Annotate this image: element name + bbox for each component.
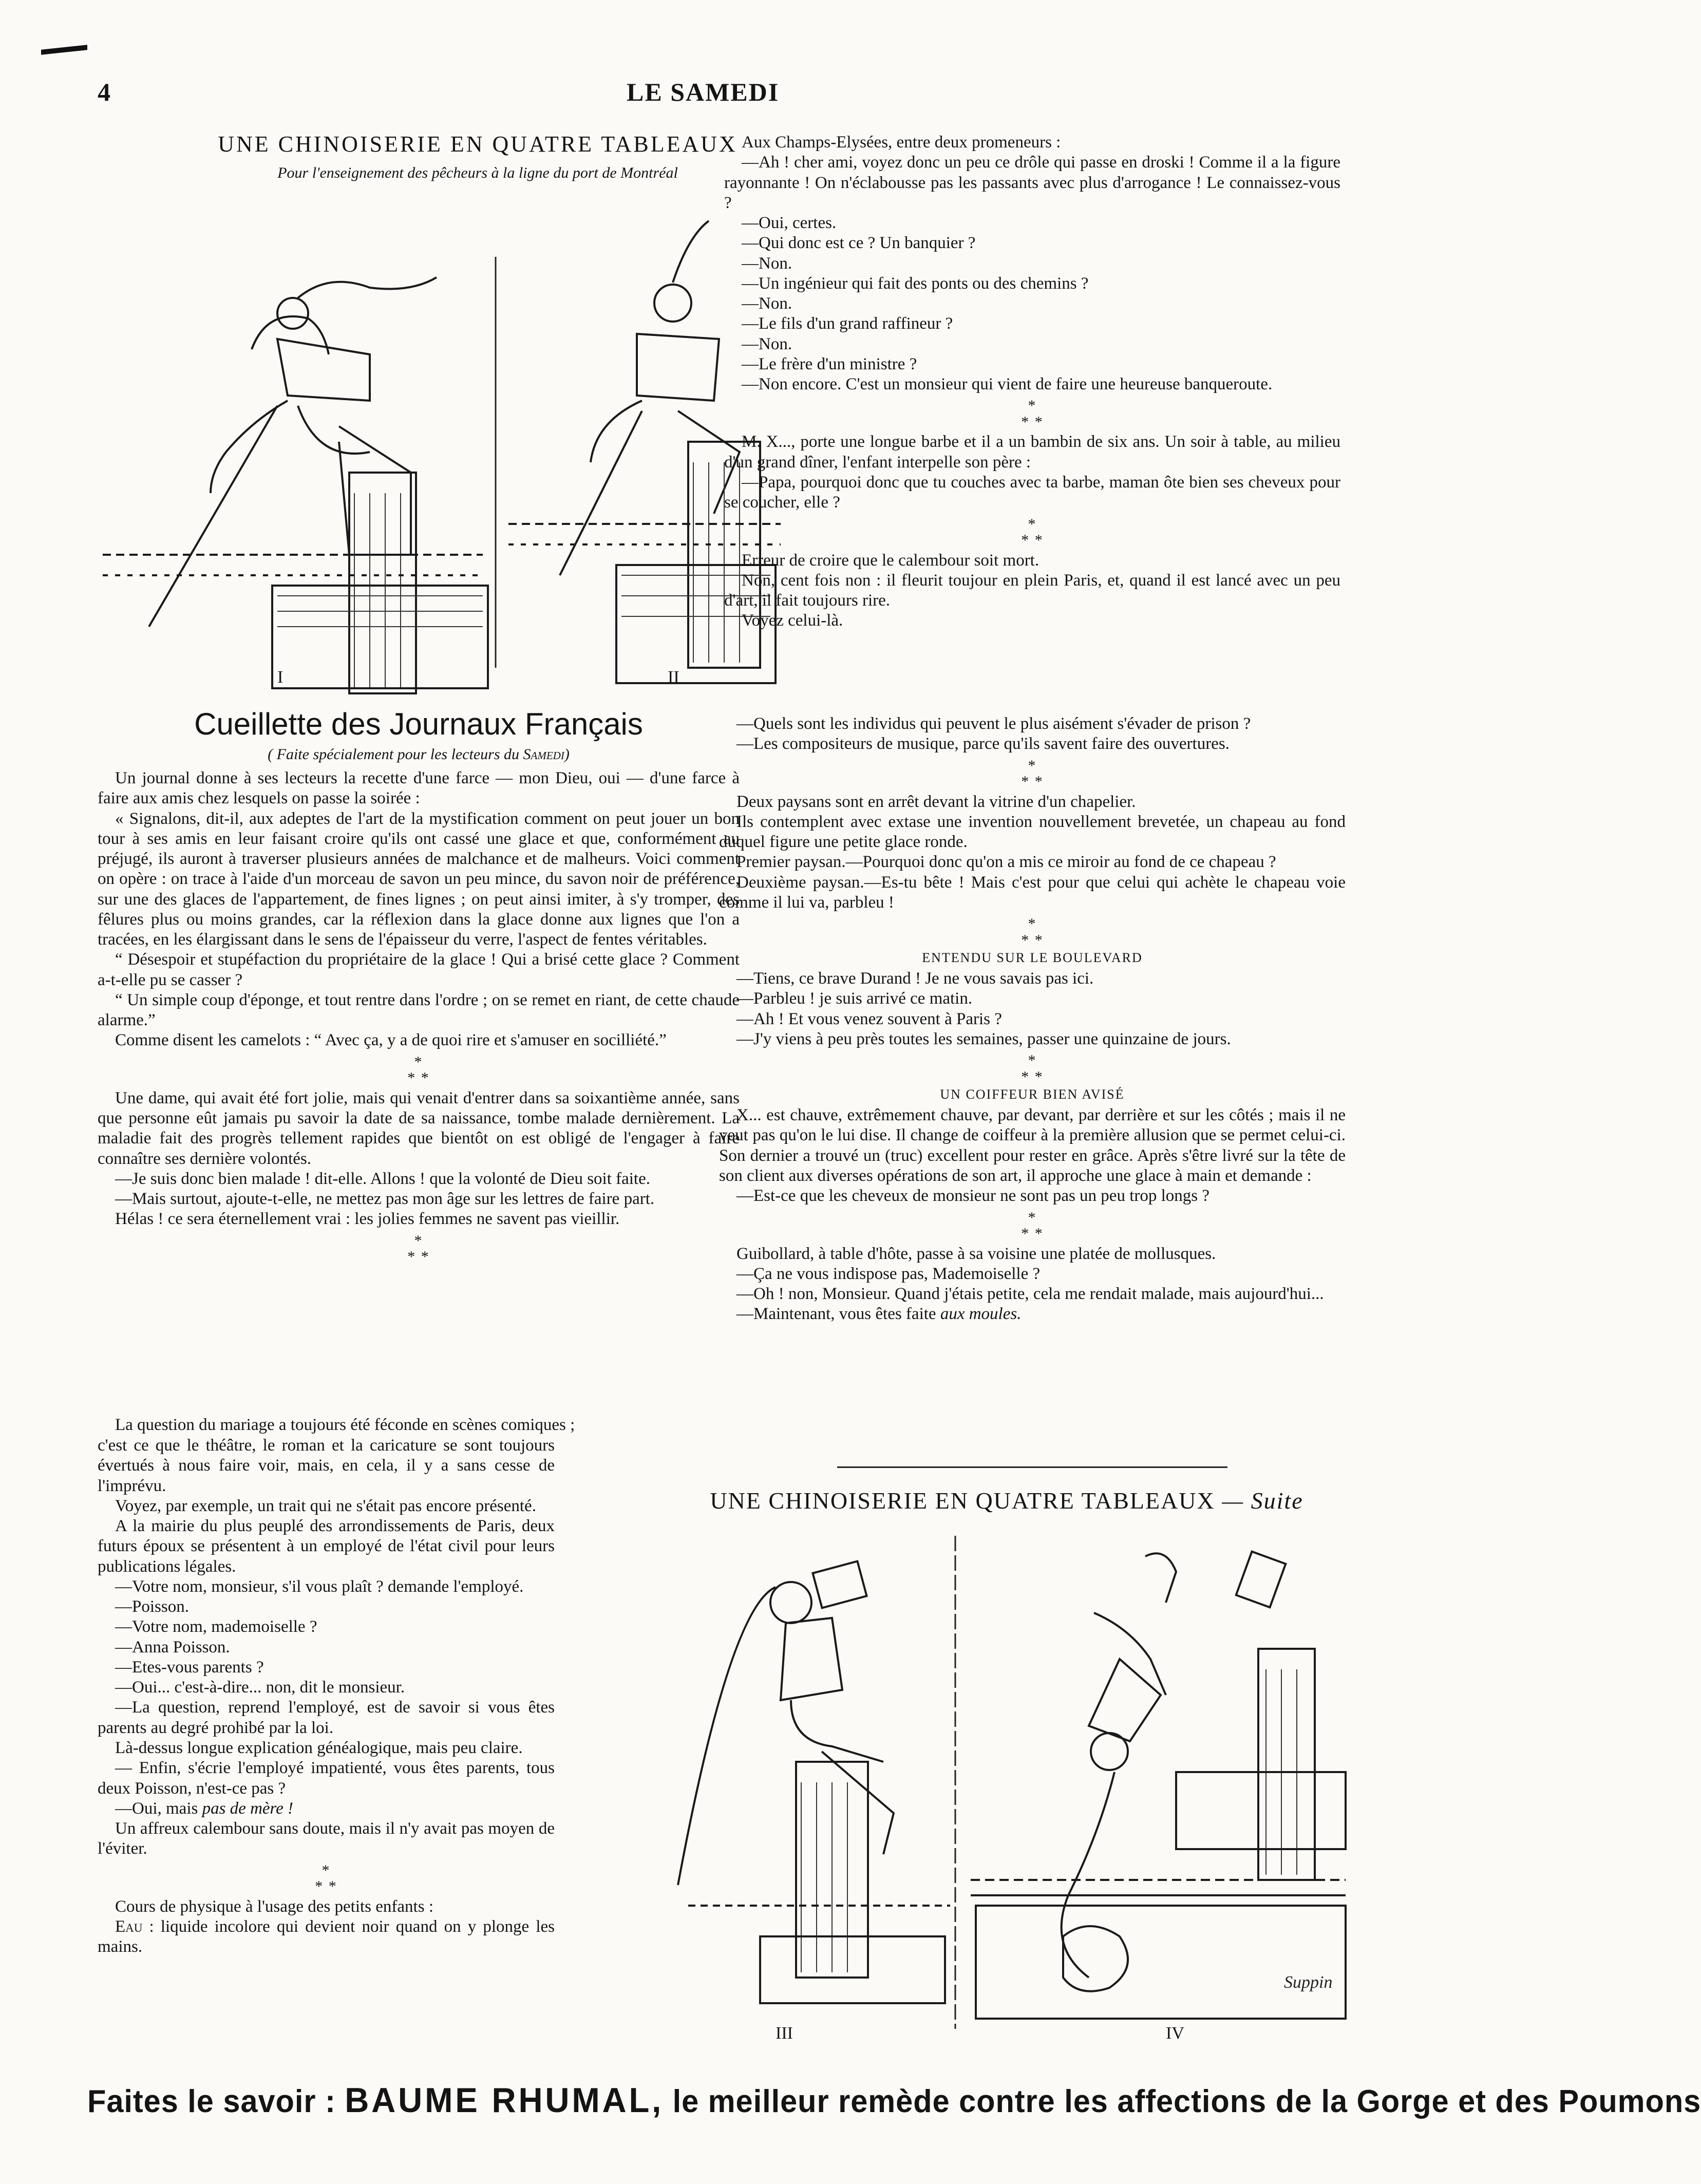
paragraph: —J'y viens à peu près toutes les semaines, passer une quinzaine de jours. [736,1029,1231,1048]
paragraph: —Les compositeurs de musique, parce qu'ils savent faire des ouvertures. [736,735,1230,754]
panel-four-figure [971,1552,1346,2019]
paragraph: —Non. [742,294,792,313]
paragraph: c'est ce que le théâtre, le roman et la caricature se sont toujours évertués à nous faire voir, mais, en cela, il y a sans cesse de l'imprévu. [98,1436,555,1495]
artist-signature: Suppin [1284,1973,1333,1992]
dame-article [98,1088,740,1230]
paragraph: Eau : liquide incolore qui devient noir quand on y plonge les mains. [98,1917,555,1956]
paragraph: Un journal donne à ses lecteurs la recette d'une farce — mon Dieu, oui — d'une farce à faire aux amis chez lesquels on passe la soirée : [98,769,740,808]
paragraph: Là-dessus longue explication généalogique, mais peu claire. [115,1738,523,1757]
illustration-subtitle: Pour l'enseignement des pêcheurs à la ligne du port de Montréal [277,164,678,181]
paragraph: —Non. [742,334,792,353]
paragraph: —Ah ! Et vous venez souvent à Paris ? [736,1009,1002,1028]
paragraph: —Non encore. C'est un monsieur qui vient de faire une heureuse banqueroute. [742,375,1273,394]
mariage-wide-line [98,1415,760,1435]
divider-rule [837,1466,1227,1468]
paragraph: “ Désespoir et stupéfaction du propriétaire de la glace ! Qui a brisé cette glace ? Comment a-t-elle pu se casser ? [98,950,740,989]
panel-label-4: IV [1166,2024,1184,2043]
footer-tail: le meilleur remède contre les affections de la Gorge et des Poumons [664,2084,1701,2119]
paragraph: —Un ingénieur qui fait des ponts ou des chemins ? [742,274,1089,293]
paragraph: —Ça ne vous indispose pas, Mademoiselle ? [736,1264,1041,1283]
paragraph: Une dame, qui avait été fort jolie, mais qui venait d'entrer dans sa soixantième année, sans que personne eût jamais pu savoir la date de sa naissance, tombe malade dernièrement. La maladie fait des progrès tellement rapides que bientôt on est obligé de l'engager à faire connaître ses dernière volontés. [98,1088,740,1168]
right-column-wide [719,714,1346,1325]
paragraph: —Oui, mais pas de mère ! [115,1799,294,1818]
paragraph: Guibollard, à table d'hôte, passe à sa voisine une platée de mollusques. [736,1244,1216,1263]
subhead-boulevard: ENTENDU SUR LE BOULEVARD [922,950,1143,966]
paragraph: — Enfin, s'écrie l'employé impatienté, vous êtes parents, tous deux Poisson, n'est-ce pas ? [98,1759,555,1798]
paragraph: —Votre nom, monsieur, s'il vous plaît ? demande l'employé. [115,1577,524,1596]
asterism: * * * [1021,515,1044,549]
paragraph: Premier paysan.—Pourquoi donc qu'on a mis ce miroir au fond de ce chapeau ? [736,853,1276,872]
paragraph: —Je suis donc bien malade ! dit-elle. Allons ! que la volonté de Dieu soit faite. [115,1169,650,1188]
paragraph: —Quels sont les individus qui peuvent le plus aisément s'évader de prison ? [736,714,1251,733]
panel-three-figure [678,1561,950,2003]
paragraph: La question du mariage a toujours été féconde en scènes comiques ; [115,1416,575,1434]
paragraph: A la mairie du plus peuplé des arrondissements de Paris, deux futurs époux se présentent à un employé de l'état civil pour leurs publications légales. [98,1517,555,1576]
paragraph: —Est-ce que les cheveux de monsieur ne sont pas un peu trop longs ? [736,1187,1210,1206]
paragraph: —Oui, certes. [742,214,837,233]
asterism: * * * [1021,1209,1044,1242]
paragraph: Non, cent fois non : il fleurit toujour en plein Paris, et, quand il est lancé avec un peu d'art, il fait toujours rire. [724,571,1340,610]
section-note: ( Faite spécialement pour les lecteurs du Samedi) [268,746,570,763]
paragraph: —Ah ! cher ami, voyez donc un peu ce drôle qui passe en droski ! Comme il a la figure rayonnante ! On n'éclabousse pas les passants avec plus d'arrogance ! Le connaissez-vous ? [724,153,1340,212]
paragraph: —Le frère d'un ministre ? [742,354,917,373]
panel-label-2: II [668,668,679,687]
paragraph: Erreur de croire que le calembour soit mort. [742,551,1040,570]
asterism: * * * [1021,915,1044,949]
paragraph: —Tiens, ce brave Durand ! Je ne vous savais pas ici. [736,969,1094,988]
paragraph: Cours de physique à l'usage des petits enfants : [115,1897,433,1916]
paragraph: —Etes-vous parents ? [115,1658,264,1677]
paragraph: Ils contemplent avec extase une invention nouvellement brevetée, un chapeau au fond duquel figure une petite glace ronde. [719,812,1346,852]
footer-advertisement [87,2080,1701,2120]
asterism: * * * [1021,757,1044,790]
journal-title: LE SAMEDI [627,78,780,106]
left-column-narrow [98,1436,555,1957]
panel-label-3: III [776,2024,793,2043]
paragraph: —Anna Poisson. [115,1637,230,1656]
paragraph: —Maintenant, vous êtes faite aux moules. [736,1305,1022,1324]
paragraph: —Le fils d'un grand raffineur ? [742,314,953,333]
asterism: * * * [315,1861,337,1895]
paragraph: X... est chauve, extrêmement chauve, par devant, par derrière et sur les côtés ; mais il ne veut pas qu'on le lui dise. Il change de coiffeur à la première allusion que se permet celui-ci. Son dernier a trouvé un (truc) excellent pour rester en grâce. Après s'être livré sur la tête de son client aux diverses opérations de son art, il approche une glace à main et demande : [719,1106,1346,1185]
paragraph: Voyez celui-là. [742,611,843,630]
illustration-title: UNE CHINOISERIE EN QUATRE TABLEAUX [218,131,738,157]
paragraph: —Poisson. [115,1597,189,1616]
paragraph: —Qui donc est ce ? Un banquier ? [742,234,976,253]
illustration-bottom-drawing [575,1526,1351,2049]
paragraph: Comme disent les camelots : “ Avec ça, y a de quoi rire et s'amuser en socilliété.” [115,1031,667,1050]
illustration-bottom-title: UNE CHINOISERIE EN QUATRE TABLEAUX — Suite [710,1488,1303,1514]
paragraph: —Mais surtout, ajoute-t-elle, ne mettez pas mon âge sur les lettres de faire part. [115,1190,655,1209]
right-column [724,133,1340,631]
subhead-coiffeur: UN COIFFEUR BIEN AVISÉ [940,1087,1125,1102]
left-column [98,706,740,1267]
asterism: * * * [1021,397,1044,430]
farce-article [98,768,740,1051]
illustration-top-header [175,131,781,182]
panel-label-1: I [277,668,284,687]
paragraph: “ Un simple coup d'éponge, et tout rentre dans l'ordre ; on se remet en riant, de cette chaude alarme.” [98,990,740,1030]
paragraph: —Non. [742,254,792,273]
asterism: * * * [407,1053,430,1087]
footer-brand: BAUME RHUMAL, [345,2081,664,2120]
paragraph: Voyez, par exemple, un trait qui ne s'était pas encore présenté. [115,1496,536,1515]
paragraph: Hélas ! ce sera éternellement vrai : les jolies femmes ne savent pas vieillir. [115,1210,620,1229]
page-number: 4 [98,78,110,106]
paragraph: —Oui... c'est-à-dire... non, dit le monsieur. [115,1678,405,1697]
paragraph: Deuxième paysan.—Es-tu bête ! Mais c'est pour que celui qui achète le chapeau voie comme il lui va, parbleu ! [719,873,1346,912]
paragraph: M. X..., porte une longue barbe et il a un bambin de six ans. Un soir à table, au milieu d'un grand dîner, l'enfant interpelle son père : [724,432,1340,472]
section-title: Cueillette des Journaux Français [194,707,643,741]
paragraph: Un affreux calembour sans doute, mais il n'y avait pas moyen de l'éviter. [98,1819,555,1858]
paragraph: Deux paysans sont en arrêt devant la vitrine d'un chapelier. [736,792,1136,811]
paragraph: —Oh ! non, Monsieur. Quand j'étais petite, cela me rendait malade, mais aujourd'hui... [736,1285,1324,1304]
paragraph: —La question, reprend l'employé, est de savoir si vous êtes parents au degré prohibé par la loi. [98,1698,555,1737]
paragraph: « Signalons, dit-il, aux adeptes de l'art de la mystification comment on peut jouer un bon tour à ses amis en leur faisant croire qu'ils ont cassé une glace et que, conformément au préjugé, ils auront à traverser plusieurs années de malchance et de malheurs. Voici comment on opère : on trace à l'aide d'un morceau de savon un peu mince, du savon noir de préférence, sur une des glaces de l'appartement, de fines lignes ; on peut ainsi imiter, à s'y tromper, des fêlures plus ou moins grandes, car la réflexion dans la glace donne aux lignes que l'on a tracées, en les élargissant dans le sens de l'épaisseur du verre, l'aspect de fentes véritables. [98,809,740,949]
panel-one-figure [103,277,488,693]
asterism: * * * [1021,1052,1044,1085]
paragraph: Aux Champs-Elysées, entre deux promeneurs : [742,133,1061,152]
illustration-top-drawing [82,185,786,699]
paragraph: —Papa, pourquoi donc que tu couches avec ta barbe, maman ôte bien ses cheveux pour se coucher, elle ? [724,473,1340,512]
corner-mark [41,45,87,54]
footer-lead: Faites le savoir : [87,2084,345,2119]
asterism: * * * [407,1232,430,1266]
paragraph: —Votre nom, mademoiselle ? [115,1617,317,1636]
paragraph: —Parbleu ! je suis arrivé ce matin. [736,989,973,1008]
